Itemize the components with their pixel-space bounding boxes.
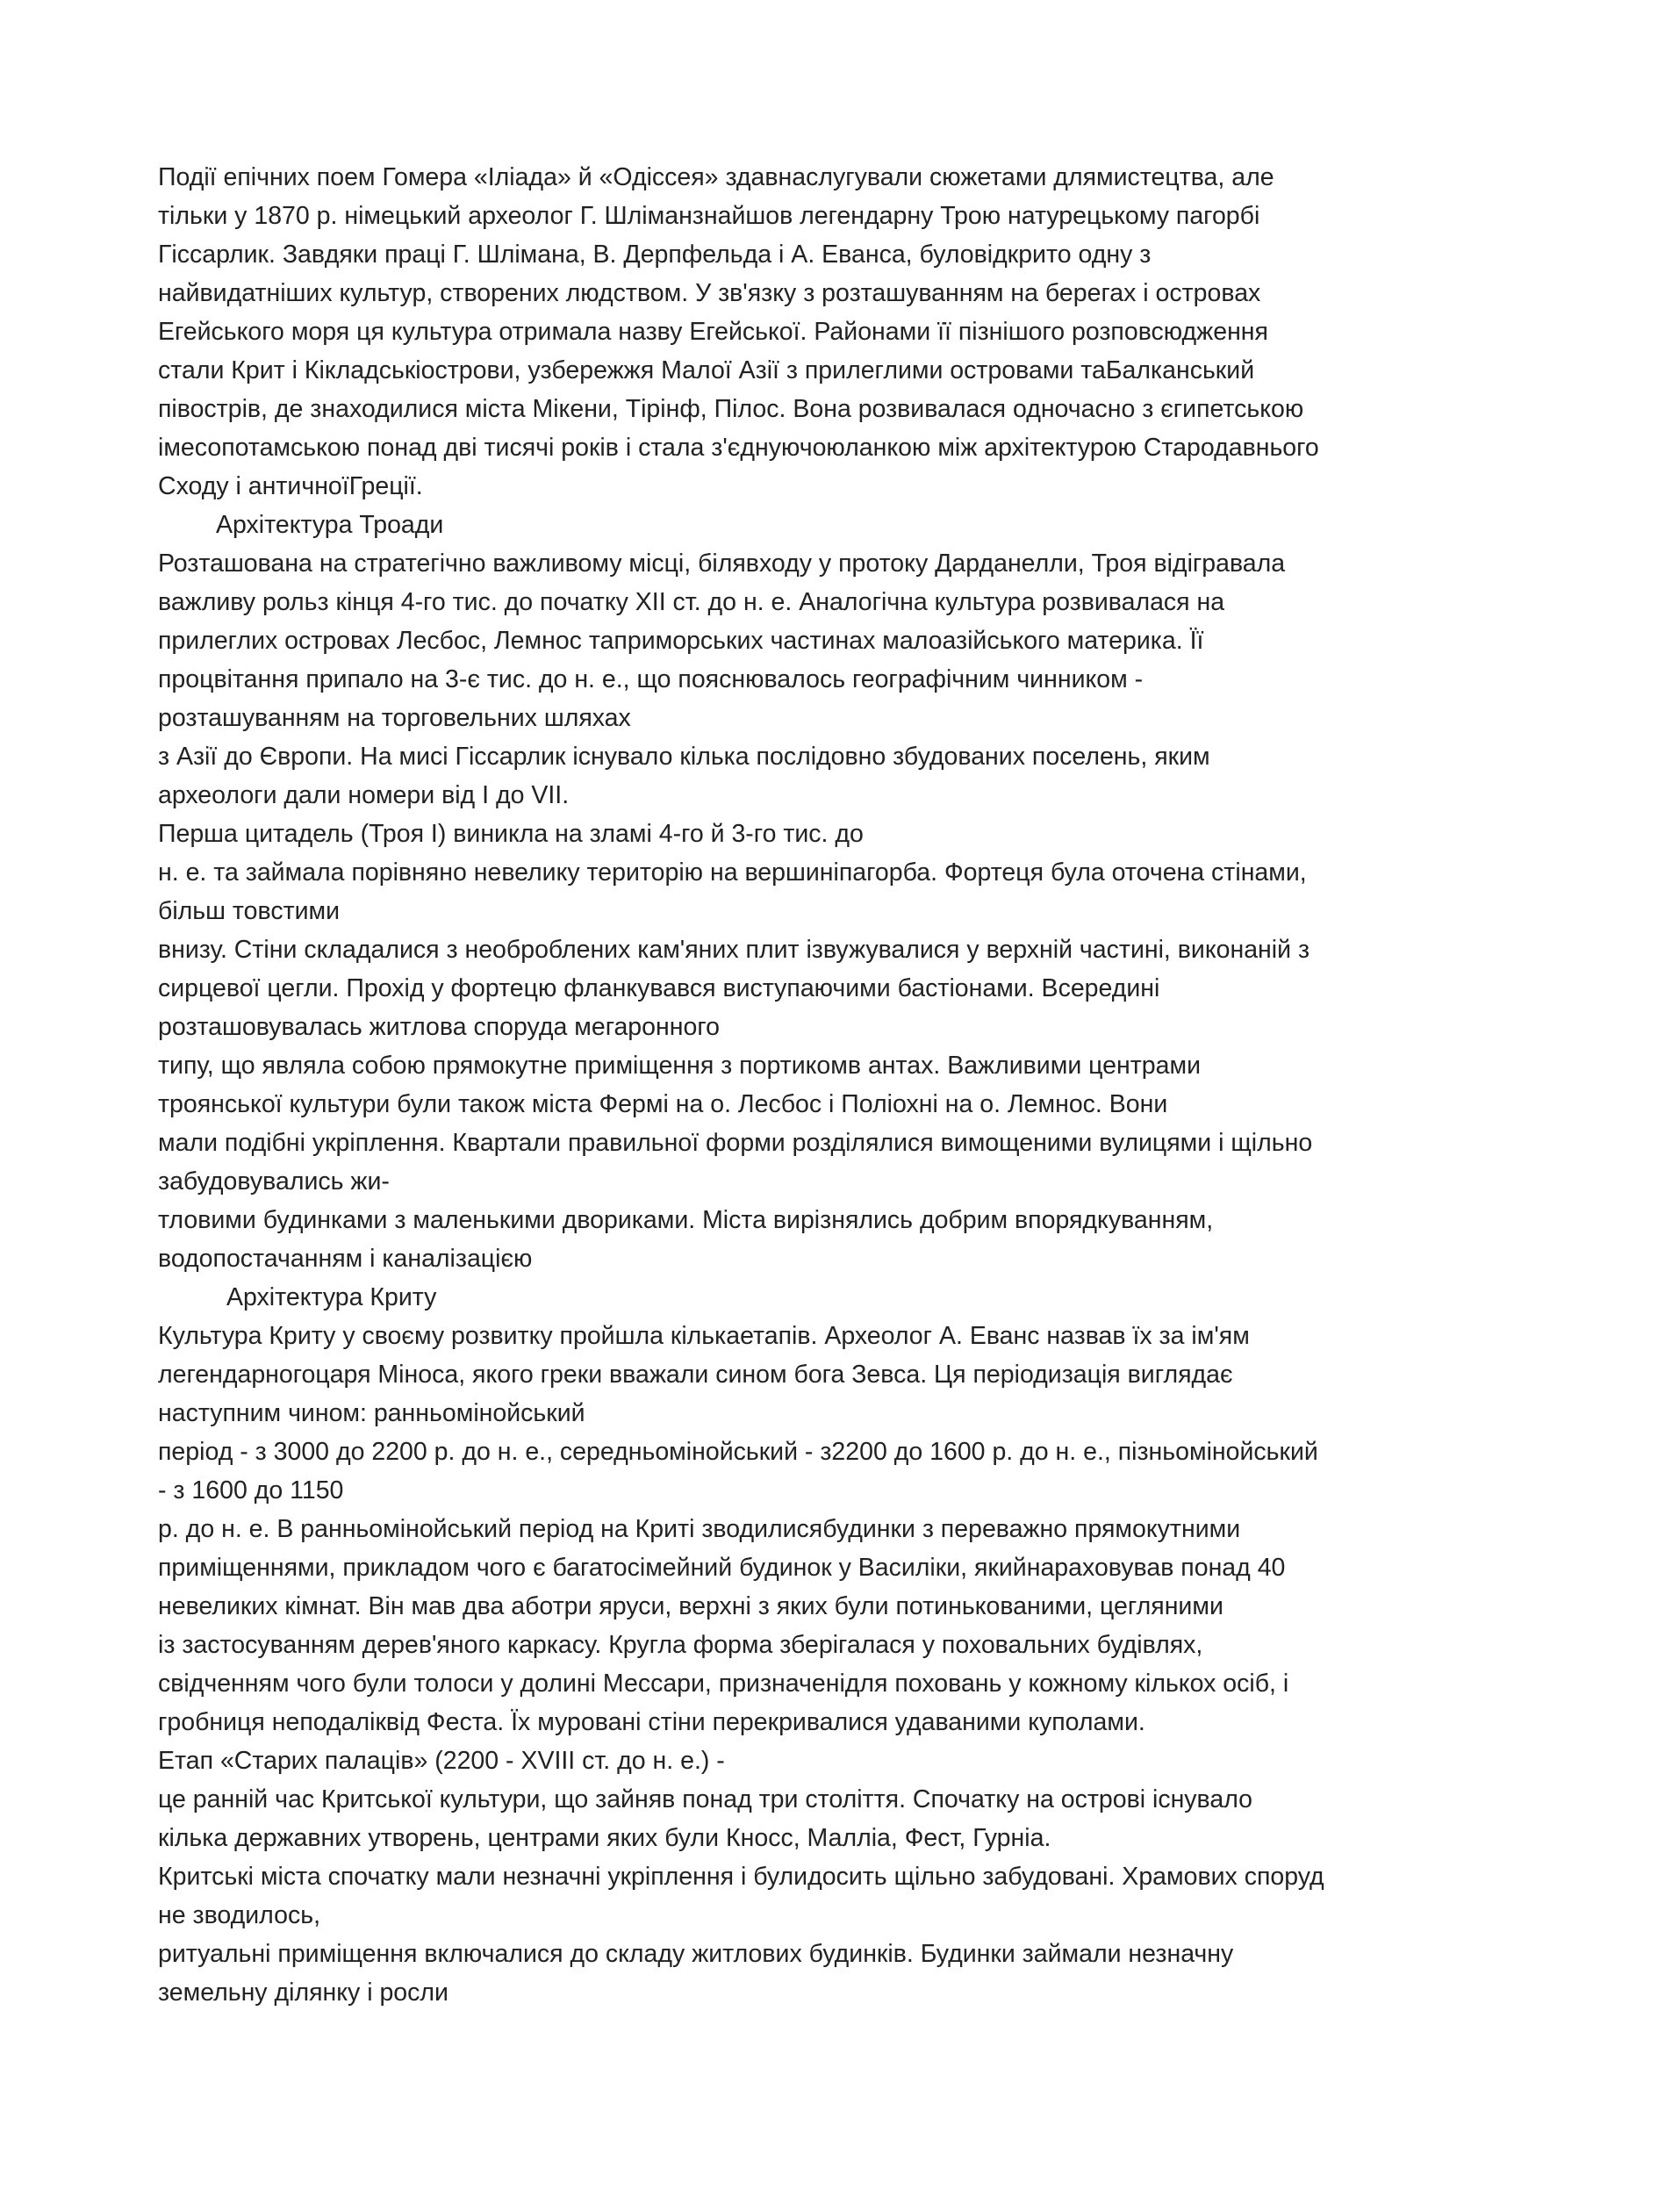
text-line: Егейського моря ця культура отримала назву Егейської. Районами її пізнішого розповсюдження: [158, 318, 1268, 346]
text-line: забудовувались жи-: [158, 1167, 390, 1196]
section-heading-crete: Архітектура Криту: [226, 1283, 437, 1311]
text-line: півострів, де знаходилися міста Мікени, Тірінф, Пілос. Вона розвивалася одночасно з єгипетською: [158, 395, 1304, 423]
text-line: Критські міста спочатку мали незначні укріплення і булидосить щільно забудовані. Храмових споруд: [158, 1863, 1324, 1891]
text-line: найвидатніших культур, створених людством. У зв'язку з розташуванням на берегах і островах: [158, 279, 1261, 307]
text-line: Розташована на стратегічно важливому місці, білявходу у протоку Дарданелли, Троя відігравала: [158, 549, 1286, 578]
text-line: сирцевої цегли. Прохід у фортецю фланкувався виступаючими бастіонами. Всередині: [158, 974, 1160, 1002]
text-line: н. е. та займала порівняно невелику територію на вершиніпагорба. Фортеця була оточена стінами,: [158, 858, 1307, 887]
text-line: водопостачанням і каналізацією: [158, 1245, 533, 1273]
text-line: прилеглих островах Лесбос, Лемнос таприморських частинах малоазійського материка. Її: [158, 627, 1204, 655]
text-line: Культура Криту у своєму розвитку пройшла кількаетапів. Археолог А. Еванс назвав їх за ім'ям: [158, 1322, 1250, 1350]
text-line: приміщеннями, прикладом чого є багатосімейний будинок у Василіки, якийнараховував понад 40: [158, 1554, 1286, 1582]
text-line: Етап «Старих палаців» (2200 - XVIII ст. до н. е.) -: [158, 1747, 725, 1775]
text-line: гробниця неподаліквід Феста. Їх муровані стіни перекривалися удаваними куполами.: [158, 1708, 1145, 1736]
text-line: археологи дали номери від I до VII.: [158, 781, 570, 809]
text-line: не зводилось,: [158, 1901, 320, 1929]
text-line: Гіссарлик. Завдяки праці Г. Шлімана, В. Дерпфельда і А. Еванса, буловідкрито одну з: [158, 241, 1152, 269]
text-line: більш товстими: [158, 897, 341, 925]
text-line: внизу. Стіни складалися з необроблених кам'яних плит ізвужувалися у верхній частині, виконаній з: [158, 936, 1310, 964]
text-line: типу, що являла собою прямокутне приміщення з портикомв антах. Важливими центрами: [158, 1052, 1202, 1080]
text-line: невеликих кімнат. Він мав два аботри яруси, верхні з яких були потинькованими, цегляними: [158, 1592, 1223, 1620]
text-line: розташуванням на торговельних шляхах: [158, 704, 631, 732]
text-line: Перша цитадель (Троя І) виникла на зламі 4-го й 3-го тис. до: [158, 820, 864, 848]
text-line: період - з 3000 до 2200 р. до н. е., середньомінойський - з2200 до 1600 р. до н. е., пізньомінойський: [158, 1438, 1318, 1466]
text-line: імесопотамською понад дві тисячі років і стала з'єднуючоюланкою між архітектурою Стародавнього: [158, 434, 1319, 462]
text-line: тловими будинками з маленькими двориками. Міста вирізнялись добрим впорядкуванням,: [158, 1206, 1214, 1234]
text-line: із застосуванням дерев'яного каркасу. Кругла форма зберігалася у поховальних будівлях,: [158, 1631, 1203, 1659]
text-line: стали Крит і Кікладськіострови, узбережжя Малої Азії з прилеглими островами таБалканський: [158, 356, 1255, 384]
text-line: троянської культури були також міста Фермі на о. Лесбос і Поліохні на о. Лемнос. Вони: [158, 1090, 1168, 1118]
text-line: кілька державних утворень, центрами яких були Кносс, Малліа, Фест, Гурніа.: [158, 1824, 1051, 1852]
text-line: Події епічних поем Гомера «Іліада» й «Одіссея» здавнаслугували сюжетами длямистецтва, але: [158, 163, 1274, 191]
text-line: тільки у 1870 р. німецький археолог Г. Шліманзнайшов легендарну Трою натурецькому пагорбі: [158, 202, 1260, 230]
text-line: з Азії до Європи. На мисі Гіссарлик існувало кілька послідовно збудованих поселень, яким: [158, 743, 1210, 771]
text-line: земельну ділянку і росли: [158, 1979, 448, 2007]
text-line: це ранній час Критської культури, що зайняв понад три століття. Спочатку на острові існувало: [158, 1785, 1253, 1813]
text-line: - з 1600 до 1150: [158, 1476, 344, 1505]
text-line: р. до н. е. В ранньомінойський період на Криті зводилисябудинки з переважно прямокутними: [158, 1515, 1241, 1543]
document-page: [158, 158, 1527, 2012]
text-line: свідченням чого були толоси у долині Мессари, призначенідля поховань у кожному кількох осіб, і: [158, 1670, 1289, 1698]
text-line: процвітання припало на 3-є тис. до н. е., що пояснювалось географічним чинником -: [158, 665, 1144, 693]
text-line: розташовувалась житлова споруда мегаронного: [158, 1013, 720, 1041]
text-line: мали подібні укріплення. Квартали правильної форми розділялися вимощеними вулицями і щільно: [158, 1129, 1313, 1157]
section-heading-troad: Архітектура Троади: [216, 511, 444, 539]
text-line: ритуальні приміщення включалися до складу житлових будинків. Будинки займали незначну: [158, 1940, 1234, 1968]
text-line: Сходу і античноїГреції.: [158, 472, 423, 500]
text-line: наступним чином: ранньомінойський: [158, 1399, 585, 1427]
text-line: легендарногоцаря Міноса, якого греки вважали сином бога Зевса. Ця періодизація виглядає: [158, 1361, 1233, 1389]
text-line: важливу рольз кінця 4-го тис. до початку XII ст. до н. е. Аналогічна культура розвивалася на: [158, 588, 1225, 616]
